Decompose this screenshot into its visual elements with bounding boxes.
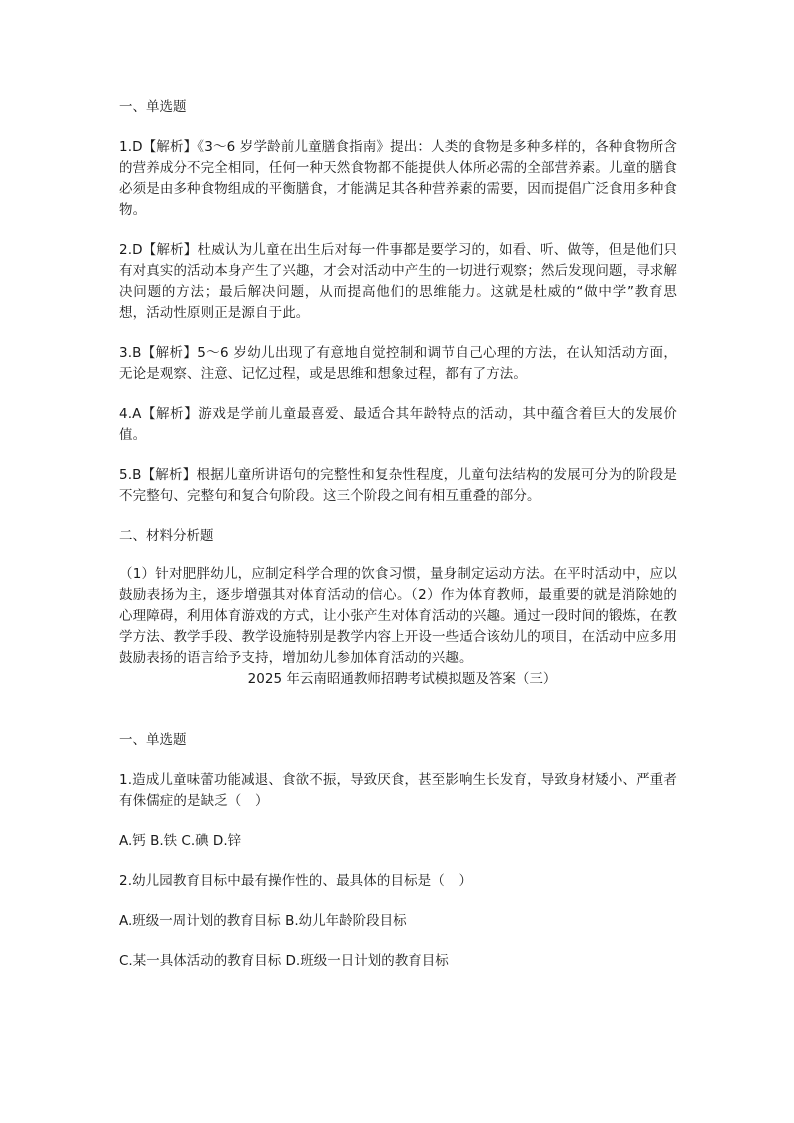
question-2-options-line-1: A.班级一周计划的教育目标 B.幼儿年龄阶段目标	[119, 913, 407, 929]
section-heading-single-choice: 一、单选题	[119, 99, 187, 115]
question-2-stem: 2.幼儿园教育目标中最有操作性的、最具体的目标是（ ）	[119, 873, 473, 889]
section-heading-material-analysis: 二、材料分析题	[119, 528, 214, 544]
question-2-options-line-2: C.某一具体活动的教育目标 D.班级一日计划的教育目标	[119, 953, 449, 969]
section-heading-single-choice-2: 一、单选题	[119, 732, 187, 748]
material-analysis-answer: （1）针对肥胖幼儿，应制定科学合理的饮食习惯，量身制定运动方法。在平时活动中，应以鼓励表扬为主，逐步增强其对体育活动的信心。（2）作为体育教师，最重要的就是消除她的心理障碍，利用体育游戏的方式，让小张产生对体育活动的兴趣。通过一段时间的锻炼，在教学方法、教学手段、教学设施特别是教学内容上开设一些适合该幼儿的项目，在活动中应多用鼓励表扬的语言给予支持，增加幼儿参加体育活动的兴趣。	[119, 566, 677, 666]
question-1-stem: 1.造成儿童味蕾功能减退、食欲不振，导致厌食，甚至影响生长发育，导致身材矮小、严重者有侏儒症的是缺乏（ ）	[119, 772, 677, 809]
document-content	[119, 97, 677, 972]
answer-item-2: 2.D【解析】杜威认为儿童在出生后对每一件事都是要学习的，如看、听、做等，但是他们只有对真实的活动本身产生了兴趣，才会对活动中产生的一切进行观察；然后发现问题，寻求解决问题的方法；最后解决问题，从而提高他们的思维能力。这就是杜威的“做中学”教育思想，活动性原则正是源自于此。	[119, 242, 677, 321]
question-1-options: A.钙 B.铁 C.碘 D.锌	[119, 833, 242, 849]
answer-item-3: 3.B【解析】5～6 岁幼儿出现了有意地自觉控制和调节自己心理的方法，在认知活动方面，无论是观察、注意、记忆过程，或是思维和想象过程，都有了方法。	[119, 345, 677, 382]
answer-item-1: 1.D【解析】《3～6 岁学龄前儿童膳食指南》提出：人类的食物是多种多样的，各种食物所含的营养成分不完全相同，任何一种天然食物都不能提供人体所必需的全部营养素。儿童的膳食必须是由多种食物组成的平衡膳食，才能满足其各种营养素的需要，因而提倡广泛食用多种食物。	[119, 139, 677, 218]
exam-title: 2025 年云南昭通教师招聘考试模拟题及答案（三）	[247, 671, 557, 687]
answer-item-4: 4.A【解析】游戏是学前儿童最喜爱、最适合其年龄特点的活动，其中蕴含着巨大的发展价值。	[119, 406, 677, 443]
answer-item-5: 5.B【解析】根据儿童所讲语句的完整性和复杂性程度，儿童句法结构的发展可分为的阶段是不完整句、完整句和复合句阶段。这三个阶段之间有相互重叠的部分。	[119, 467, 677, 504]
